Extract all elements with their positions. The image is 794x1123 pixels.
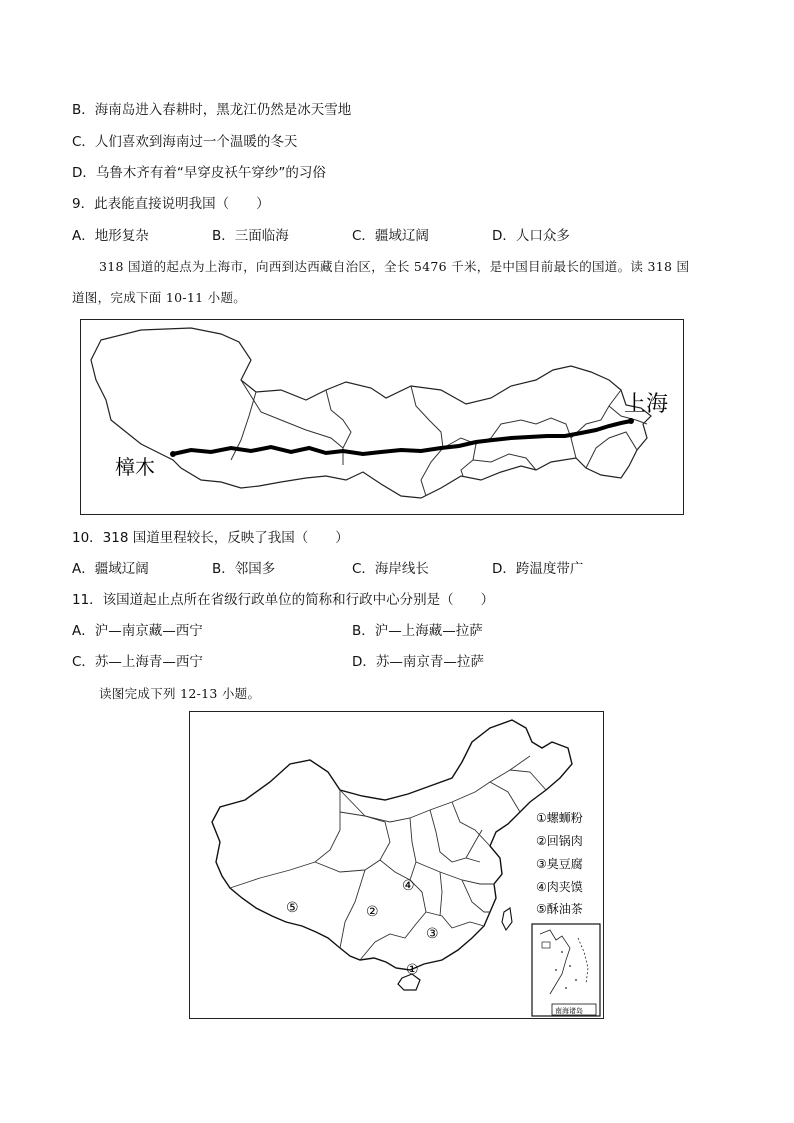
- route-end-point: [170, 451, 176, 457]
- marker-1: ①: [406, 962, 419, 978]
- border-qinghai: [315, 812, 390, 872]
- legend-item-3: ③臭豆腐: [536, 857, 583, 871]
- legend-item-5: ⑤酥油茶: [536, 902, 583, 916]
- legend-item-2: ②回锅肉: [536, 834, 583, 848]
- legend-item-1: ①螺蛳粉: [536, 811, 583, 825]
- q9-option-b: B．三面临海: [212, 228, 289, 244]
- route-border-sichuan-west: [326, 390, 351, 448]
- route-border-zhejiang: [586, 432, 637, 468]
- border-east: [452, 802, 490, 858]
- inset-label: 南海诸岛: [555, 1007, 583, 1015]
- route-start-label: 上海: [624, 392, 669, 417]
- border-hubei-hunan: [416, 862, 494, 916]
- border-guangdong-fujian: [452, 880, 490, 928]
- border-gansu-inner-mongolia: [340, 756, 530, 822]
- intro-318-line2: 道图，完成下面 10-11 小题。: [72, 290, 247, 305]
- intro-318-line1: 318 国道的起点为上海市，向西到达西藏自治区，全长 5476 千米，是中国目前最长的国道。读 318 国: [99, 259, 690, 274]
- marker-5: ⑤: [286, 900, 299, 916]
- border-shaanxi-henan: [410, 810, 480, 880]
- intro-12-13: 读图完成下列 12-13 小题。: [99, 686, 261, 701]
- legend-item-4: ④肉夹馍: [536, 880, 583, 894]
- border-xinjiang-tibet: [230, 790, 340, 888]
- south-china-sea-inset: [532, 924, 600, 1016]
- q11-option-b: B．沪—上海藏—拉萨: [352, 623, 483, 639]
- q11-option-c: C．苏—上海青—西宁: [72, 654, 203, 670]
- border-sichuan: [340, 860, 426, 948]
- q11-option-a: A．沪—南京藏—西宁: [72, 623, 203, 639]
- q10-option-c: C．海岸线长: [352, 561, 429, 577]
- q10-option-b: B．邻国多: [212, 561, 276, 577]
- q10-stem: 10．318 国道里程较长，反映了我国（ ）: [72, 530, 349, 546]
- q11-stem: 11．该国道起止点所在省级行政单位的简称和行政中心分别是（ ）: [72, 592, 495, 608]
- marker-3: ③: [426, 926, 439, 942]
- q8-option-c: C．人们喜欢到海南过一个温暖的冬天: [72, 134, 298, 150]
- route-end-label: 樟木: [115, 455, 155, 479]
- marker-2: ②: [366, 904, 379, 920]
- route-region-outline: [91, 328, 651, 498]
- china-food-map: [189, 711, 604, 1019]
- route-318-map: [80, 319, 684, 515]
- q10-option-a: A．疆域辽阔: [72, 561, 149, 577]
- china-outline: [212, 720, 572, 970]
- taiwan-island: [502, 908, 512, 930]
- q8-option-d: D．乌鲁木齐有着“早穿皮袄午穿纱”的习俗: [72, 165, 326, 181]
- q9-option-d: D．人口众多: [492, 228, 570, 244]
- route-318-map-drawing: [81, 320, 683, 514]
- q9-stem: 9．此表能直接说明我国（ ）: [72, 196, 270, 212]
- q10-option-d: D．跨温度带广: [492, 561, 584, 577]
- route-start-point: [628, 418, 634, 424]
- q9-option-c: C．疆域辽阔: [352, 228, 429, 244]
- china-map-drawing: [190, 712, 603, 1018]
- q9-option-a: A．地形复杂: [72, 228, 149, 244]
- route-border-sichuan-east: [411, 386, 443, 496]
- marker-4: ④: [402, 878, 415, 894]
- border-northeast: [490, 770, 546, 812]
- q8-option-b: B．海南岛进入春耕时，黑龙江仍然是冰天雪地: [72, 102, 352, 118]
- q11-option-d: D．苏—南京青—拉萨: [352, 654, 484, 670]
